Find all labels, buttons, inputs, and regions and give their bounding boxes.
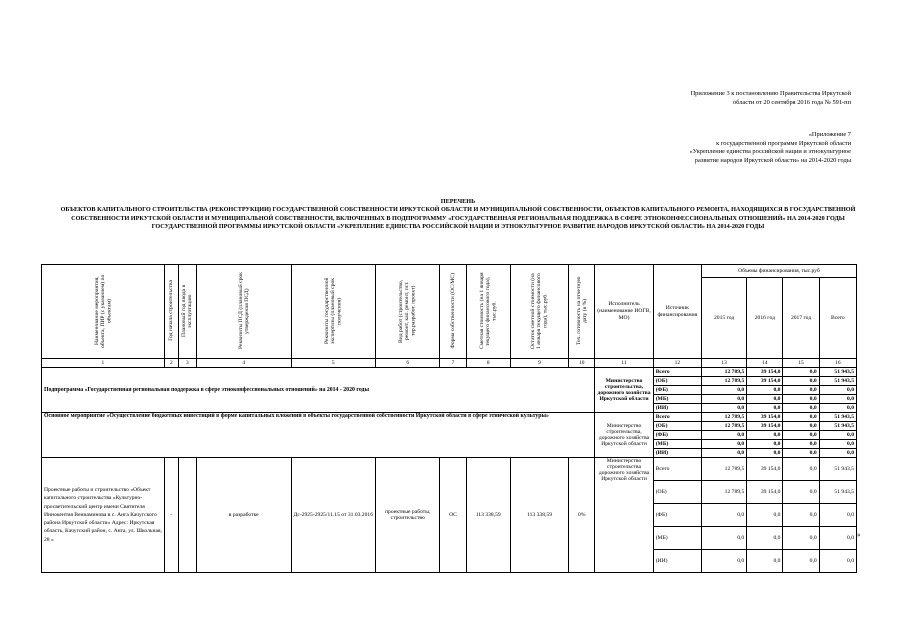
value-2016: 39 154,0 xyxy=(747,481,783,504)
main-event-row xyxy=(42,413,857,422)
project-estimate: 113 338,59 xyxy=(466,458,510,573)
project-executor: Министерство строительства дорожного хозяйства Иркутской области xyxy=(595,458,653,573)
project-expertise: Дс-2925-2925/11.15 от 31.03.2016 xyxy=(291,458,376,573)
subprogram-row xyxy=(42,368,857,377)
value-2017: 0,0 xyxy=(783,395,819,404)
col-number: 15 xyxy=(783,359,819,368)
header-estimate: Сметная стоимость (на 1 января текущего финансового года), тыс.руб. xyxy=(466,265,510,359)
value-2015: 12 789,5 xyxy=(701,368,746,377)
appendix-note xyxy=(690,131,851,165)
value-total: 51 943,5 xyxy=(819,368,856,377)
col-number: 13 xyxy=(701,359,746,368)
col-number: 5 xyxy=(291,359,376,368)
approval-note xyxy=(691,90,851,107)
value-2015: 12 789,5 xyxy=(701,458,746,481)
value-total: 51 943,5 xyxy=(819,422,856,431)
value-2016: 0,0 xyxy=(747,431,783,440)
value-2015: 0,0 xyxy=(701,395,746,404)
value-total: 0,0 xyxy=(819,431,856,440)
appendix-line-1: «Приложение 7 xyxy=(808,131,851,138)
source-cell: Всего xyxy=(653,368,701,377)
title-text: ОБЪЕКТОВ КАПИТАЛЬНОГО СТРОИТЕЛЬСТВА (РЕКОНСТРУКЦИИ) ГОСУДАРСТВЕННОЙ СОБСТВЕННОСТИ ИРКУТСКОЙ ОБЛАСТИ И МУНИЦИПАЛЬНОЙ СОБСТВЕННОСТИ, ОБЪЕКТОВ КАПИТАЛЬНОГО РЕМОНТА, НАХОДЯЩИХСЯ В ГОСУДАРСТВЕННОЙ СОБСТВЕННОСТИ ИРКУТСКОЙ ОБЛАСТИ И МУНИЦИПАЛЬНОЙ СОБСТВЕННОСТИ, ВКЛЮЧЕННЫХ В ПОДПРОГРАММУ «ГОСУДАРСТВЕННАЯ РЕГИОНАЛЬНАЯ ПОДДЕРЖКА В СФЕРЕ ЭТНОКОНФЕССИОНАЛЬНЫХ ОТНОШЕНИЙ» НА 2014-2020 ГОДЫ ГОСУДАРСТВЕННОЙ ПРОГРАММЫ ИРКУТСКОЙ ОБЛАСТИ «УКРЕПЛЕНИЕ ЕДИНСТВА РОССИЙСКОЙ НАЦИИ И ЭТНОКУЛЬТУРНОЕ РАЗВИТИЕ НАРОДОВ ИРКУТСКОЙ ОБЛАСТИ» НА 2014-2020 ГОДЫ xyxy=(60,206,856,230)
value-2017: 0,0 xyxy=(783,550,819,573)
value-2017: 0,0 xyxy=(783,527,819,550)
value-total: 0,0 xyxy=(819,449,856,458)
value-2015: 0,0 xyxy=(701,440,746,449)
appendix-line-4: развитие народов Иркутской области» на 2014-2020 годы xyxy=(694,156,851,164)
objects-table xyxy=(41,264,857,573)
value-2017: 0,0 xyxy=(783,440,819,449)
value-total: 0,0 xyxy=(819,395,856,404)
value-2017: 0,0 xyxy=(783,413,819,422)
col-number: 14 xyxy=(747,359,783,368)
header-2015: 2015 год xyxy=(701,278,746,359)
value-2016: 39 154,0 xyxy=(747,458,783,481)
col-number: 12 xyxy=(653,359,701,368)
value-2016: 0,0 xyxy=(747,395,783,404)
header-expertise: Реквизиты государственной экспертизы (плановый срок получения) xyxy=(291,265,376,359)
value-2015: 0,0 xyxy=(701,431,746,440)
header-2016: 2016 год xyxy=(747,278,783,359)
value-total: 0,0 xyxy=(819,440,856,449)
header-start-year: Год начала строительства xyxy=(164,265,178,359)
column-numbers-row xyxy=(42,359,857,368)
value-2015: 12 789,5 xyxy=(701,413,746,422)
value-2017: 0,0 xyxy=(783,404,819,413)
title-heading: ПЕРЕЧЕНЬ xyxy=(440,198,476,205)
approval-line-2: области от 20 сентября 2016 года № 591-пп xyxy=(732,98,851,106)
main-event-title: Основное мероприятие «Осуществление бюджетных инвестиций в форме капитальных вложений в объекты государственной собственности Иркутской области в сфере этнической культуры» xyxy=(42,413,595,458)
col-number: 2 xyxy=(164,359,178,368)
value-2015: 12 789,5 xyxy=(701,377,746,386)
header-name: Наименование мероприятия, объекта, ПИР (с указанием) по объектам) xyxy=(42,265,165,359)
value-2016: 39 154,0 xyxy=(747,377,783,386)
value-2016: 0,0 xyxy=(747,404,783,413)
value-total: 0,0 xyxy=(819,386,856,395)
value-2015: 0,0 xyxy=(701,404,746,413)
project-ownership: ОС xyxy=(440,458,466,573)
source-cell: (ИИ) xyxy=(653,449,701,458)
source-cell: (ОБ) xyxy=(653,377,701,386)
source-cell: (ОБ) xyxy=(653,422,701,431)
source-cell: (МБ) xyxy=(653,440,701,449)
value-2017: 0,0 xyxy=(783,377,819,386)
subprogram-executor: Министерство строительства, дорожного хозяйства Иркутской области xyxy=(595,368,653,413)
source-cell: Всего xyxy=(653,458,701,481)
value-2016: 0,0 xyxy=(747,449,783,458)
value-2016: 0,0 xyxy=(747,440,783,449)
value-2015: 12 789,5 xyxy=(701,481,746,504)
appendix-line-3: «Укрепление единства российской нации и этнокультурное xyxy=(689,148,851,156)
value-total: 51 943,5 xyxy=(819,458,856,481)
value-total: 51 943,5 xyxy=(819,413,856,422)
value-2017: 0,0 xyxy=(783,449,819,458)
header-ownership: Форма собственности (ОС/МС) xyxy=(440,265,466,359)
header-source: Источник финансирования xyxy=(653,265,701,359)
main-event-executor: Министерство строительства, дорожного хозяйства Иркутской области xyxy=(595,413,653,458)
value-2015: 0,0 xyxy=(701,449,746,458)
value-2016: 39 154,0 xyxy=(747,413,783,422)
value-2016: 39 154,0 xyxy=(747,368,783,377)
value-2016: 0,0 xyxy=(747,550,783,573)
col-number: 6 xyxy=(376,359,440,368)
project-remaining: 113 338,59 xyxy=(510,458,568,573)
header-psd: Реквизиты ПСД (плановый срок утверждения ПСД) xyxy=(196,265,291,359)
value-2015: 0,0 xyxy=(701,550,746,573)
value-total: 0,0 xyxy=(819,404,856,413)
value-2016: 0,0 xyxy=(747,504,783,527)
value-total: 0,0 xyxy=(819,550,856,573)
col-number: 3 xyxy=(178,359,196,368)
source-cell: (ИИ) xyxy=(653,404,701,413)
header-2017: 2017 год xyxy=(783,278,819,359)
source-cell: (МБ) xyxy=(653,527,701,550)
source-cell: (ФБ) xyxy=(653,431,701,440)
project-start-year: - xyxy=(164,458,178,573)
value-2015: 0,0 xyxy=(701,527,746,550)
col-number: 11 xyxy=(595,359,653,368)
header-readiness: Тех. готовность на отчетную дату (в %) xyxy=(569,265,595,359)
value-2017: 0,0 xyxy=(783,431,819,440)
value-2016: 0,0 xyxy=(747,386,783,395)
value-2016: 0,0 xyxy=(747,527,783,550)
project-name: Проектные работы и строительство «Объект капитального строительства «Культурно-просветительский центр имени Святителя Иннокентия Вениаминова в с. Анга Качугского района Иркутской области» Адрес: Иркутская область, Качугский район, с. Анга, ул. Школьная, 28 » xyxy=(42,458,165,573)
header-executor: Исполнитель (наименование ИОГВ, МО) xyxy=(595,265,653,359)
value-2015: 12 789,5 xyxy=(701,422,746,431)
col-number: 16 xyxy=(819,359,856,368)
closing-quote-mark: » xyxy=(857,531,861,539)
col-number: 4 xyxy=(196,359,291,368)
header-remaining: Остаток сметной стоимости (на 1 января текущего финансового года), тыс.руб. xyxy=(510,265,568,359)
value-2016: 39 154,0 xyxy=(747,422,783,431)
col-number: 1 xyxy=(42,359,165,368)
value-2017: 0,0 xyxy=(783,386,819,395)
col-number: 7 xyxy=(440,359,466,368)
col-number: 8 xyxy=(466,359,510,368)
col-number: 9 xyxy=(510,359,568,368)
value-total: 0,0 xyxy=(819,504,856,527)
value-total: 51 943,5 xyxy=(819,377,856,386)
value-total: 0,0 xyxy=(819,527,856,550)
approval-line-1: Приложение 3 к постановлению Правительства Иркутской xyxy=(690,90,851,97)
col-number: 10 xyxy=(569,359,595,368)
header-total: Всего xyxy=(819,278,856,359)
project-row xyxy=(42,458,857,481)
source-cell: (ИИ) xyxy=(653,550,701,573)
project-commission-year xyxy=(178,458,196,573)
document-title xyxy=(48,198,868,231)
project-work-type: проектные работы, строительство xyxy=(376,458,440,573)
header-commission-year: Плановый год ввода в эксплуатацию xyxy=(178,265,196,359)
source-cell: (ОБ) xyxy=(653,481,701,504)
project-psd: в разработке xyxy=(196,458,291,573)
source-cell: (МБ) xyxy=(653,395,701,404)
value-2017: 0,0 xyxy=(783,458,819,481)
value-total: 51 943,5 xyxy=(819,481,856,504)
source-cell: Всего xyxy=(653,413,701,422)
header-work-type: Вид работ (строительство, ремонт, кап. ремонт, пст. тер.разработ. проект) xyxy=(376,265,440,359)
header-volumes: Объемы финансирования, тыс.руб xyxy=(701,265,856,278)
value-2017: 0,0 xyxy=(783,481,819,504)
project-readiness: 0% xyxy=(569,458,595,573)
value-2015: 0,0 xyxy=(701,504,746,527)
source-cell: (ФБ) xyxy=(653,504,701,527)
value-2017: 0,0 xyxy=(783,368,819,377)
appendix-line-2: к государственной программе Иркутской области xyxy=(716,139,851,147)
subprogram-title: Подпрограмма «Государственная региональная поддержка в сфере этноконфессиональных отношений» на 2014 - 2020 годы xyxy=(42,368,595,413)
source-cell: (ФБ) xyxy=(653,386,701,395)
value-2017: 0,0 xyxy=(783,504,819,527)
value-2017: 0,0 xyxy=(783,422,819,431)
value-2015: 0,0 xyxy=(701,386,746,395)
